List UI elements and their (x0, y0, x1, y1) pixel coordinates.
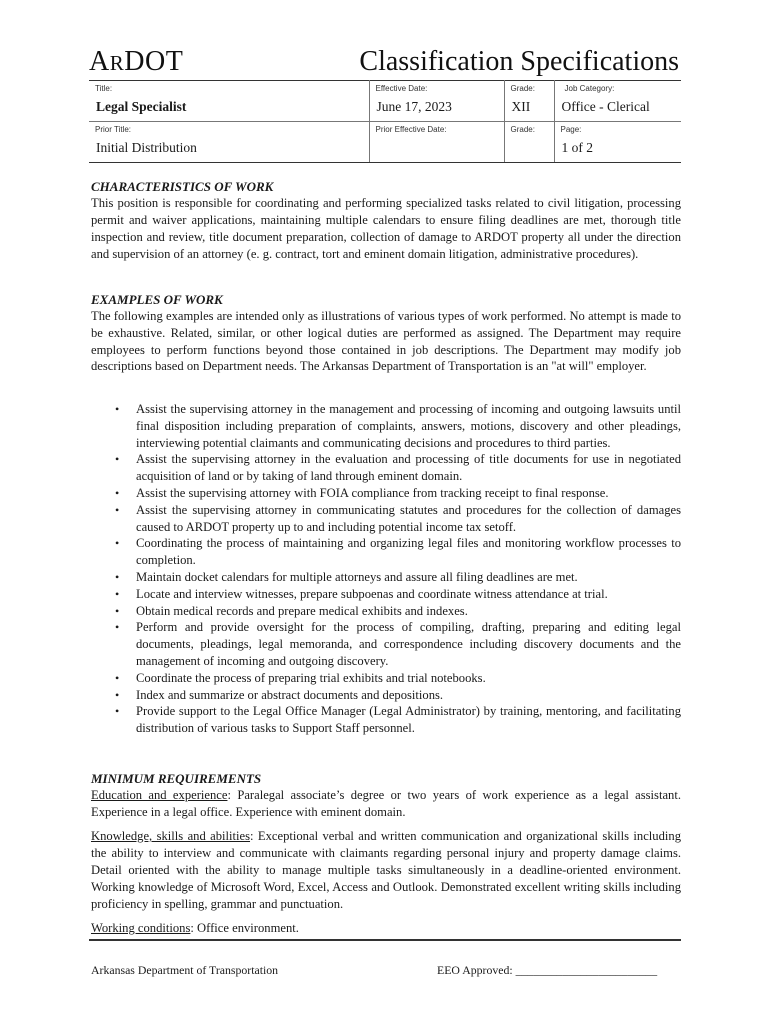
title-cell (89, 81, 369, 122)
bullet-icon: • (115, 586, 120, 601)
prior-grade-cell (504, 122, 554, 163)
footer-eeo-approval: EEO Approved: ________________________ (437, 963, 658, 977)
bullet-icon: • (115, 485, 120, 500)
page-cell (554, 122, 681, 163)
list-item: • Assist the supervising attorney with FOIA compliance from tracking receipt to final response. (115, 485, 609, 500)
requirements-heading: MINIMUM REQUIREMENTS (91, 771, 262, 786)
grade-cell (504, 81, 554, 122)
title-label: Title: (95, 84, 113, 93)
prior-effective-date-label: Prior Effective Date: (375, 125, 447, 134)
examples-intro: The following examples are intended only as illustrations of various types of work performed. No attempt is made to be exhaustive. Related, similar, or other logical duties are performed as assigned. The Department may require employees to perform functions beyond those contained in job descriptions. The Department may modify job descriptions based on Department needs. The Arkansas Department of Transportation is an "at will" employer. (91, 309, 681, 374)
prior-title-label: Prior Title: (95, 125, 132, 134)
list-item: • Index and summarize or abstract documents and depositions. (115, 687, 444, 702)
list-item: • Coordinate the process of preparing trial exhibits and trial notebooks. (115, 670, 486, 685)
list-item: • Obtain medical records and prepare medical exhibits and indexes. (115, 603, 468, 618)
job-category-label: Job Category: (564, 84, 615, 93)
bullet-icon: • (115, 569, 120, 584)
examples-list (115, 401, 681, 737)
grade-value: XII (511, 99, 531, 114)
examples-section (91, 292, 681, 375)
characteristics-section (91, 179, 681, 263)
list-item: • Coordinating the process of maintaining and organizing legal files and monitoring workflow processes to completion. (115, 536, 681, 568)
prior-grade-value (505, 136, 554, 161)
bullet-icon: • (115, 536, 120, 551)
conditions-requirement (91, 920, 681, 937)
page-value: 1 of 2 (561, 140, 593, 155)
list-item: • Assist the supervising attorney in the management and processing of incoming and outgoing lawsuits until final disposition including preparation of complaints, answers, motions, discovery and other pleadings, interviewing potential claimants and communicating decisions and procedures to third parties. (115, 402, 681, 450)
ardot-logo: ARDOT (89, 46, 184, 77)
bullet-icon: • (115, 402, 120, 416)
list-item: • Maintain docket calendars for multiple attorneys and assure all filing deadlines are met. (115, 569, 578, 584)
ksa-text: : Exceptional verbal and written communication and organizational skills including the ability to interview and communicate with claimants regarding personal injury and property damage claims. Detail oriented with the ability to manage multiple tasks simultaneously in a deadline-oriented environment. Working knowledge of Microsoft Word, Excel, Access and Outlook. Demonstrated excellent writing skills including proficiency in spelling, grammar and punctuation. (91, 829, 681, 911)
bullet-icon: • (115, 670, 120, 685)
header (89, 46, 679, 84)
requirements-section (91, 771, 681, 937)
prior-title-value: Initial Distribution (96, 140, 197, 155)
prior-effective-date-cell (369, 122, 504, 163)
bullet-icon: • (115, 620, 120, 635)
education-requirement (91, 787, 681, 821)
conditions-text: : Office environment. (190, 921, 299, 935)
list-item: • Assist the supervising attorney in the evaluation and processing of title documents for use in negotiated acquisition of land or by taking of land through eminent domain. (115, 452, 681, 484)
bullet-icon: • (115, 452, 120, 467)
bullet-icon: • (115, 502, 120, 517)
footer-organization: Arkansas Department of Transportation (91, 963, 279, 977)
list-item: • Provide support to the Legal Office Manager (Legal Administrator) by training, mentoring, and facilitating distribution of various tasks to Support Staff personnel. (115, 704, 681, 736)
bullet-icon: • (115, 687, 120, 702)
ksa-requirement (91, 828, 681, 913)
list-item: • Perform and provide oversight for the process of compiling, drafting, preparing and editing legal documents, pleadings, legal memoranda, and correspondence including discovery documents and the management of incoming and outgoing discovery. (115, 620, 681, 668)
bullet-icon: • (115, 603, 120, 618)
job-category-value: Office - Clerical (561, 99, 650, 114)
list-item: • Locate and interview witnesses, prepare subpoenas and coordinate witness attendance at trial. (115, 586, 608, 601)
classification-info-table (89, 80, 681, 163)
effective-date-cell (369, 81, 504, 122)
title-value: Legal Specialist (96, 99, 187, 114)
grade-label: Grade: (510, 84, 535, 93)
effective-date-label: Effective Date: (375, 84, 428, 93)
education-label: Education and experience (91, 788, 228, 802)
list-item: • Assist the supervising attorney in communicating statutes and procedures for the collection of damages caused to ARDOT property up to and including potential income tax setoff. (115, 502, 681, 534)
footer-divider (89, 939, 681, 941)
education-text: : Paralegal associate’s degree or two years of work experience as a legal assistant. Experience in a legal office. Experience with eminent domain. (91, 788, 681, 819)
bullet-icon: • (115, 704, 120, 719)
effective-date-value: June 17, 2023 (376, 99, 452, 114)
conditions-label: Working conditions (91, 921, 191, 935)
prior-title-cell (89, 122, 369, 163)
page-label: Page: (560, 125, 582, 134)
document-title: Classification Specifications (359, 46, 679, 77)
job-category-cell (554, 81, 681, 122)
ksa-label: Knowledge, skills and abilities (91, 829, 251, 843)
characteristics-text: This position is responsible for coordinating and performing specialized tasks related to civil litigation, processing permit and waiver applications, maintaining multiple calendars to ensure filing deadlines are met, thorough title inspection and review, title document preparation, collection of damage to ARDOT property all under the direction and supervision of an attorney (e. g. contract, tort and eminent domain litigation, administrative procedures). (91, 196, 681, 261)
characteristics-heading: CHARACTERISTICS OF WORK (91, 179, 274, 194)
examples-heading: EXAMPLES OF WORK (91, 292, 223, 307)
prior-grade-label: Grade: (510, 125, 535, 134)
prior-effective-date-value (370, 136, 504, 161)
